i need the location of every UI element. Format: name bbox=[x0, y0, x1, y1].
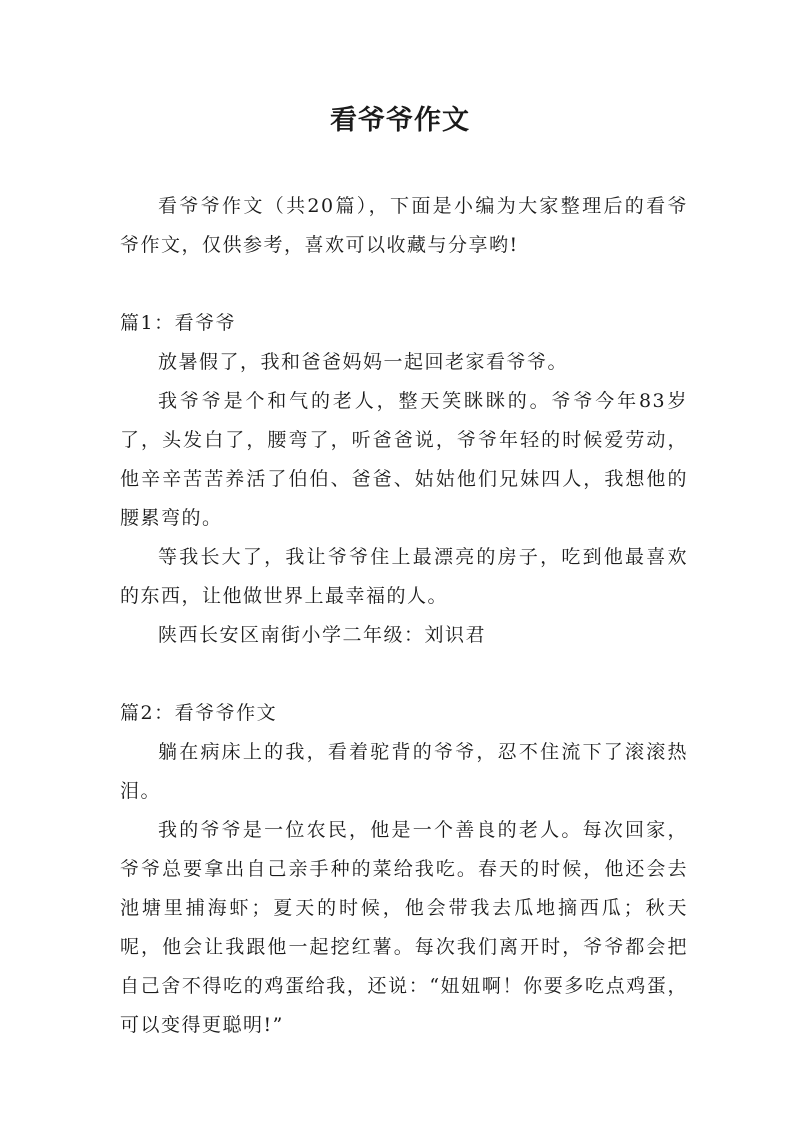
spacer bbox=[120, 265, 688, 304]
document-body bbox=[120, 187, 688, 1045]
section-2-paragraph: 躺在病床上的我，看着驼背的爷爷，忍不住流下了滚滚热泪。 bbox=[120, 741, 688, 802]
section-1-paragraph: 放暑假了，我和爸爸妈妈一起回老家看爷爷。 bbox=[158, 351, 569, 373]
section-1-paragraph: 我爷爷是个和气的老人，整天笑眯眯的。爷爷今年83岁了，头发白了，腰弯了，听爸爸说，爷爷年轻的时候爱劳动，他辛辛苦苦养活了伯伯、爸爸、姑姑他们兄妹四人，我想他的腰累弯的。 bbox=[120, 390, 688, 529]
section-1-signature: 陕西长安区南街小学二年级：刘识君 bbox=[158, 624, 487, 646]
intro-paragraph: 看爷爷作文（共20篇），下面是小编为大家整理后的看爷爷作文，仅供参考，喜欢可以收藏与分享哟! bbox=[120, 195, 688, 256]
spacer bbox=[120, 655, 688, 694]
section-1-paragraph: 等我长大了，我让爷爷住上最漂亮的房子，吃到他最喜欢的东西，让他做世界上最幸福的人。 bbox=[120, 546, 688, 607]
document-title: 看爷爷作文 bbox=[330, 105, 470, 136]
section-2-paragraph: 我的爷爷是一位农民，他是一个善良的老人。每次回家，爷爷总要拿出自己亲手种的菜给我吃。春天的时候，他还会去池塘里捕海虾；夏天的时候，他会带我去瓜地摘西瓜；秋天呢，他会让我跟他一起挖红薯。每次我们离开时，爷爷都会把自己舍不得吃的鸡蛋给我，还说：“妞妞啊！你要多吃点鸡蛋，可以变得更聪明!” bbox=[120, 819, 688, 1036]
section-2-heading: 篇2：看爷爷作文 bbox=[120, 702, 278, 724]
section-1-heading: 篇1：看爷爷 bbox=[120, 312, 237, 334]
